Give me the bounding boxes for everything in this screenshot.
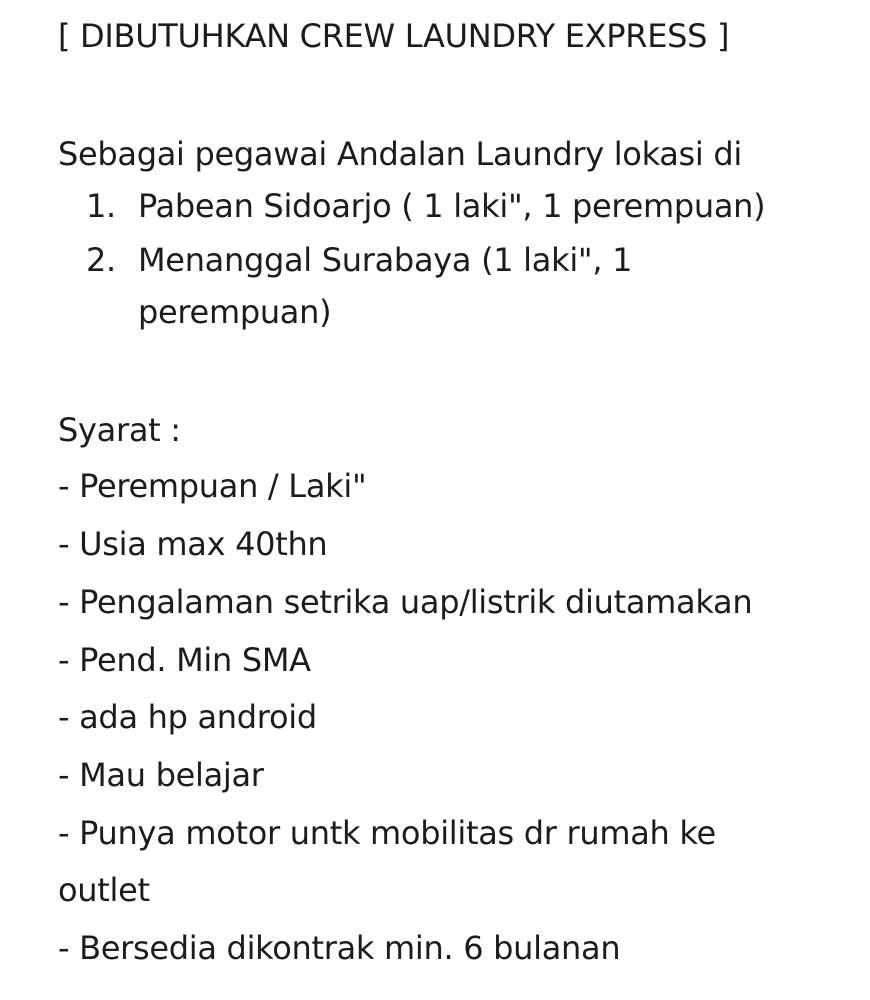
requirement-item: - Mau belajar xyxy=(58,756,264,794)
location-item-2: Menanggal Surabaya (1 laki", 1 xyxy=(138,241,633,279)
requirements-heading: Syarat : xyxy=(58,411,181,449)
location-number-2: 2. xyxy=(86,241,116,279)
requirement-item: - Usia max 40thn xyxy=(58,525,328,563)
requirement-item: - ada hp android xyxy=(58,698,317,736)
requirement-item: - Pend. Min SMA xyxy=(58,641,311,679)
requirement-item: - Punya motor untk mobilitas dr rumah ke xyxy=(58,814,716,852)
requirement-item: - Perempuan / Laki" xyxy=(58,467,367,505)
intro-text: Sebagai pegawai Andalan Laundry lokasi di xyxy=(58,135,742,173)
requirement-item-continued: outlet xyxy=(58,871,150,909)
requirement-item: - Pengalaman setrika uap/listrik diutamakan xyxy=(58,583,753,621)
posting-title: [ DIBUTUHKAN CREW LAUNDRY EXPRESS ] xyxy=(58,17,730,55)
location-item-2-continued: perempuan) xyxy=(138,293,332,331)
location-number-1: 1. xyxy=(86,187,116,225)
location-item-1: Pabean Sidoarjo ( 1 laki", 1 perempuan) xyxy=(138,187,766,225)
requirement-item: - Bersedia dikontrak min. 6 bulanan xyxy=(58,929,621,967)
